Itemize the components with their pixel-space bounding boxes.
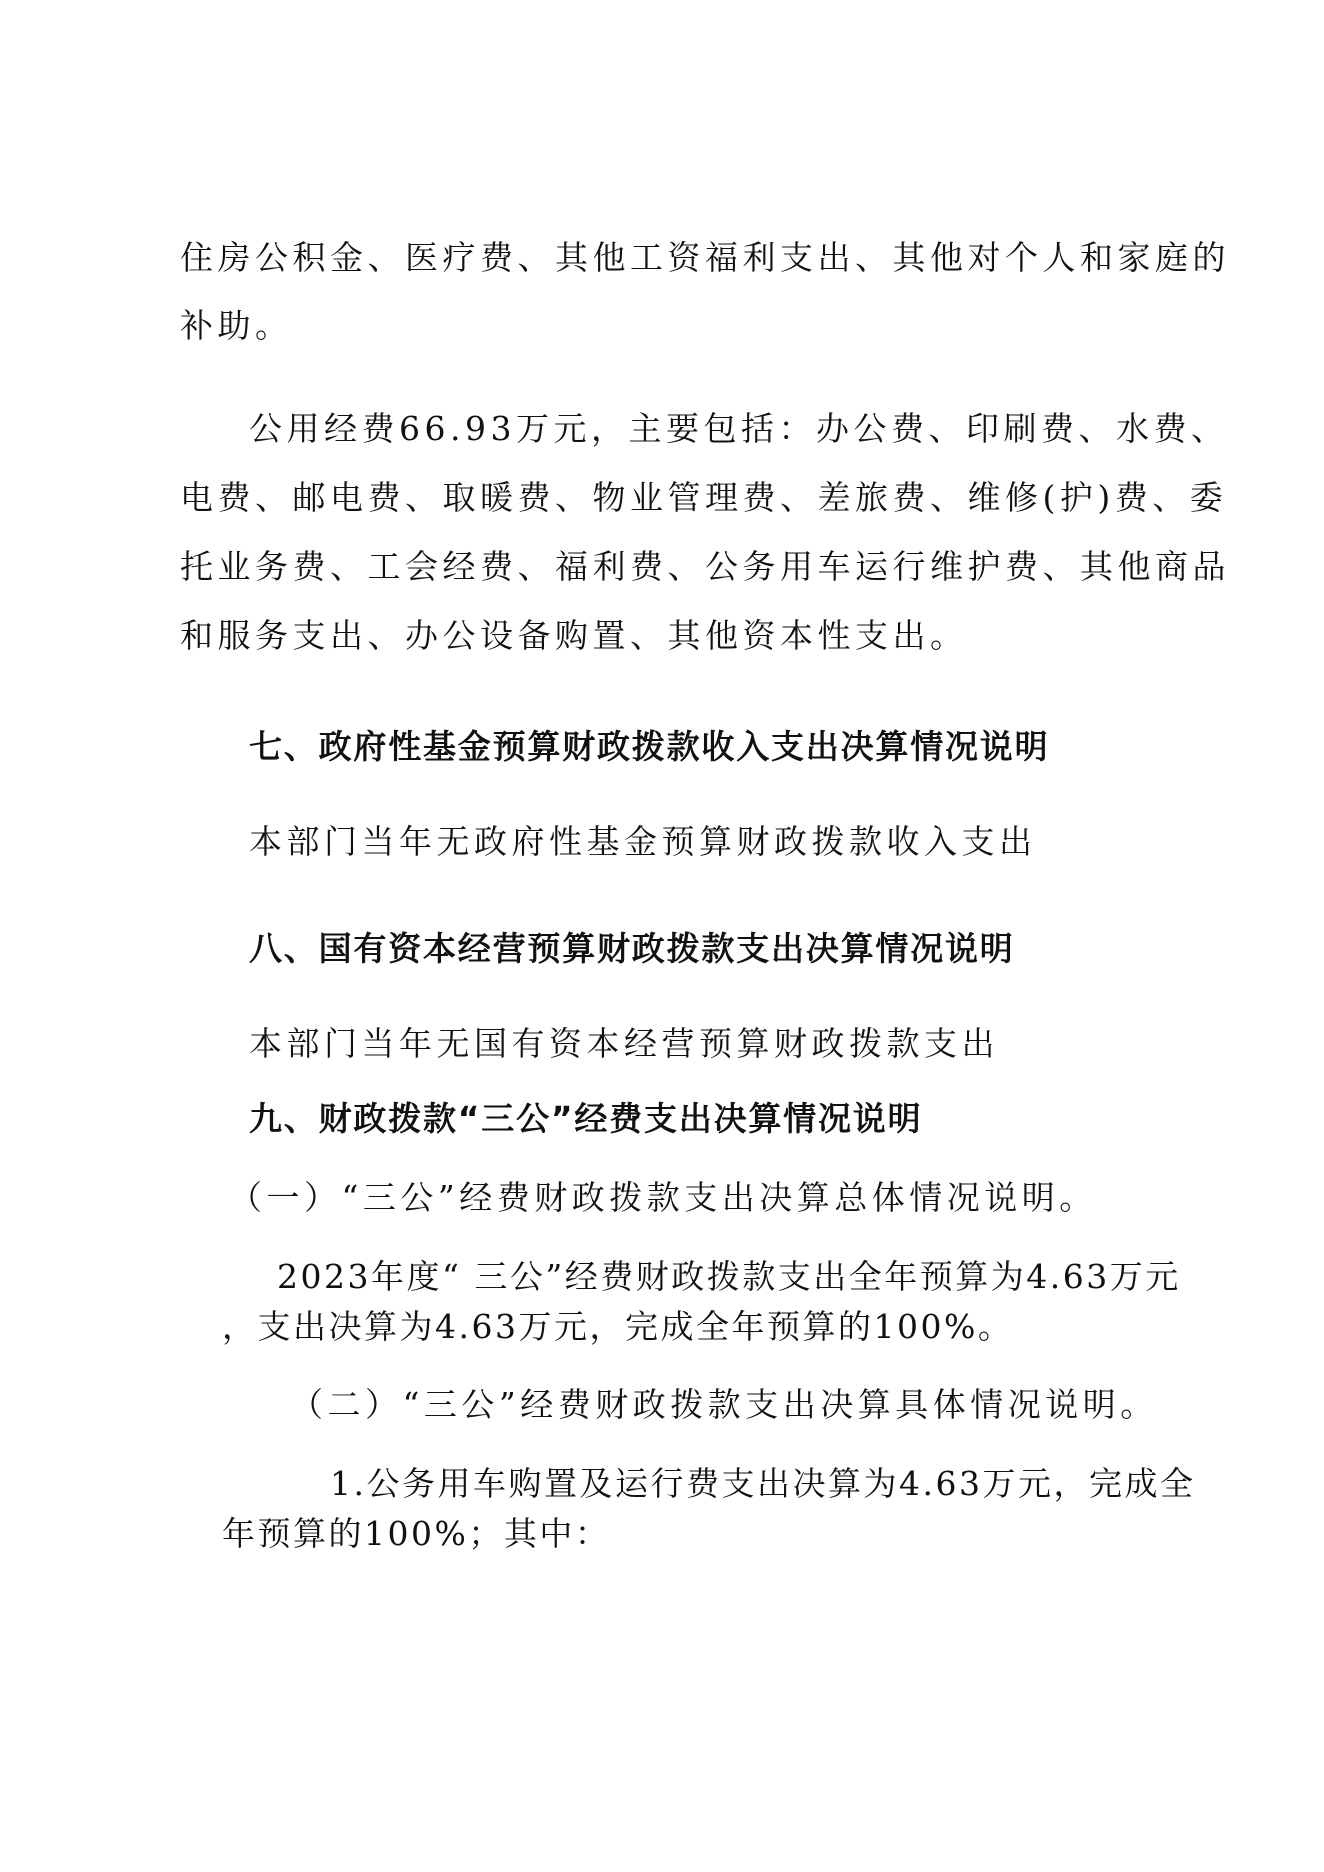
public-funds-paragraph-line-1: 公用经费66.93万元，主要包括：办公费、印刷费、水费、 — [249, 409, 1229, 448]
section-9-item-1-line-2: 年预算的100%；其中： — [222, 1514, 611, 1553]
personnel-paragraph-line-1: 住房公积金、医疗费、其他工资福利支出、其他对个人和家庭的 — [180, 238, 1230, 277]
personnel-paragraph-line-2: 补助。 — [180, 306, 293, 345]
section-9-item-1-line-1: 1.公务用车购置及运行费支出决算为4.63万元，完成全 — [330, 1464, 1196, 1503]
section-8-heading: 八、国有资本经营预算财政拨款支出决算情况说明 — [249, 929, 1015, 968]
section-7-heading: 七、政府性基金预算财政拨款收入支出决算情况说明 — [249, 727, 1050, 766]
public-funds-paragraph-line-4: 和服务支出、办公设备购置、其他资本性支出。 — [180, 616, 968, 655]
section-7-body: 本部门当年无政府性基金预算财政拨款收入支出 — [249, 822, 1037, 861]
section-9-sub-1-title: （一）“三公”经费财政拨款支出决算总体情况说明。 — [229, 1178, 1097, 1217]
public-funds-paragraph-line-2: 电费、邮电费、取暖费、物业管理费、差旅费、维修(护)费、委 — [180, 478, 1228, 517]
section-9-heading: 九、财政拨款“三公”经费支出决算情况说明 — [249, 1099, 923, 1138]
section-9-sub-2-title: （二）“三公”经费财政拨款支出决算具体情况说明。 — [290, 1385, 1158, 1424]
section-9-sub-1-line-2: ，支出决算为4.63万元，完成全年预算的100%。 — [222, 1307, 1014, 1346]
public-funds-paragraph-line-3: 托业务费、工会经费、福利费、公务用车运行维护费、其他商品 — [180, 547, 1230, 586]
section-8-body: 本部门当年无国有资本经营预算财政拨款支出 — [249, 1024, 999, 1063]
section-9-sub-1-line-1: 2023年度“ 三公”经费财政拨款支出全年预算为4.63万元 — [277, 1257, 1181, 1296]
